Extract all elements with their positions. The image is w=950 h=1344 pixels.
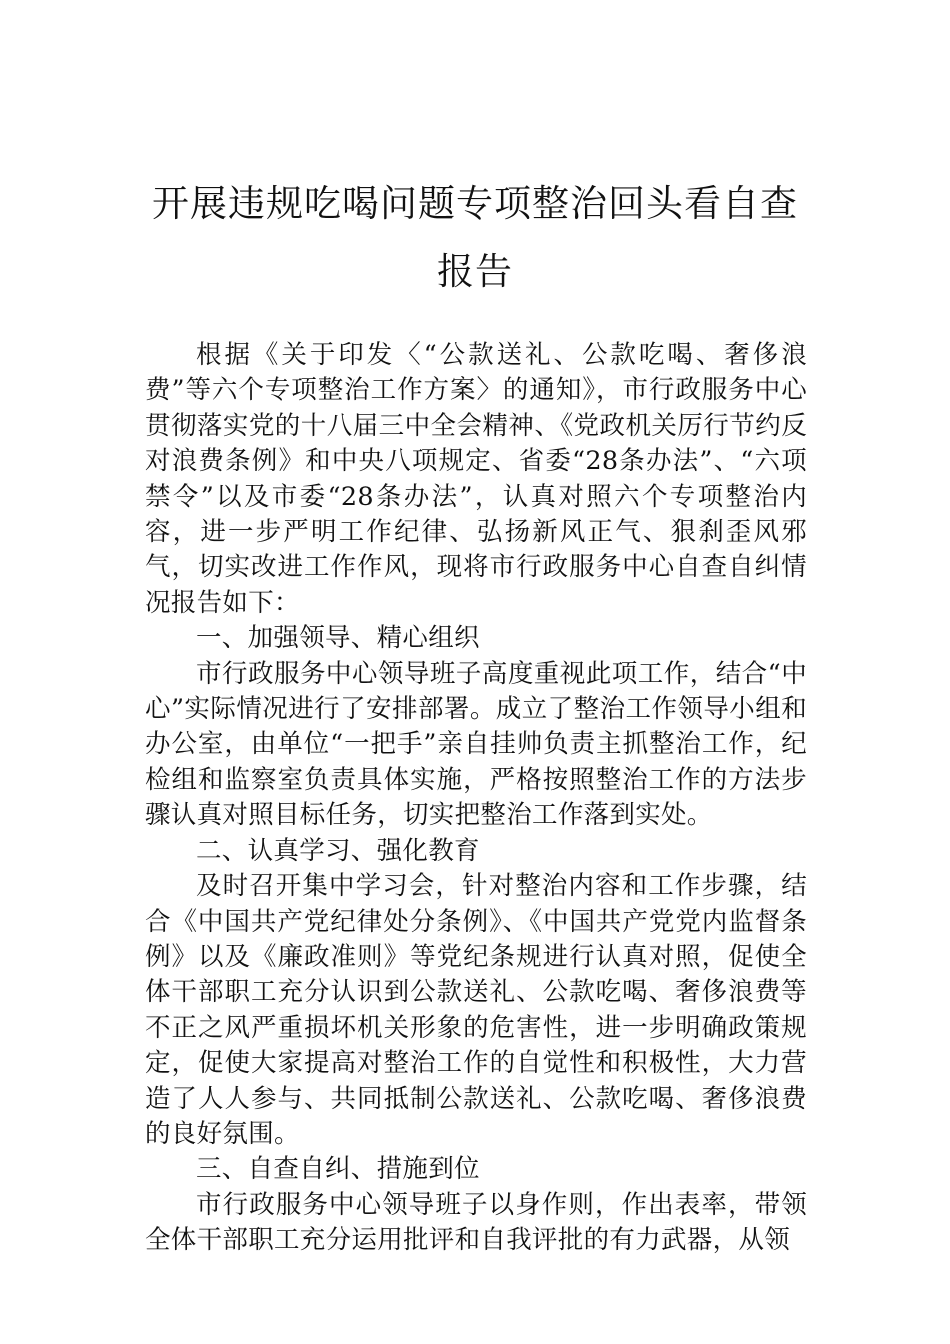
paragraph-section-2: 及时召开集中学习会，针对整治内容和工作步骤，结合《中国共产党纪律处分条例》、《中国共产党党内监督条例》以及《廉政准则》等党纪条规进行认真对照，促使全体干部职工充分认识到公款送礼、公款吃喝、奢侈浪费等不正之风严重损坏机关形象的危害性，进一步明确政策规定，促使大家提高对整治工作的自觉性和积极性，大力营造了人人参与、共同抵制公款送礼、公款吃喝、奢侈浪费的良好氛围。 xyxy=(145,871,807,1149)
paragraph-section-1: 市行政服务中心领导班子高度重视此项工作，结合“中心”实际情况进行了安排部署。成立了整治工作领导小组和办公室，由单位“一把手”亲自挂帅负责主抓整治工作，纪检组和监察室负责具体实施，严格按照整治工作的方法步骤认真对照目标任务，切实把整治工作落到实处。 xyxy=(145,658,807,831)
paragraph-section-3: 市行政服务中心领导班子以身作则，作出表率，带领全体干部职工充分运用批评和自我评批的有力武器，从领 xyxy=(145,1189,807,1256)
document-body xyxy=(145,338,807,1259)
section-heading-3: 三、自查自纠、措施到位 xyxy=(196,1154,480,1185)
paragraph-intro: 根据《关于印发〈“公款送礼、公款吃喝、奢侈浪费”等六个专项整治工作方案〉的通知》，市行政服务中心贯彻落实党的十八届三中全会精神、《党政机关厉行节约反对浪费条例》和中央八项规定、省委“28条办法”、“六项禁令”以及市委“28条办法”，认真对照六个专项整治内容，进一步严明工作纪律、弘扬新风正气、狠刹歪风邪气，切实改进工作作风，现将市行政服务中心自查自纠情况报告如下： xyxy=(145,340,807,618)
section-heading-2: 二、认真学习、强化教育 xyxy=(196,835,480,866)
document-title: 开展违规吃喝问题专项整治回头看自查报告 xyxy=(152,182,798,293)
section-heading-1: 一、加强领导、精心组织 xyxy=(196,623,480,654)
